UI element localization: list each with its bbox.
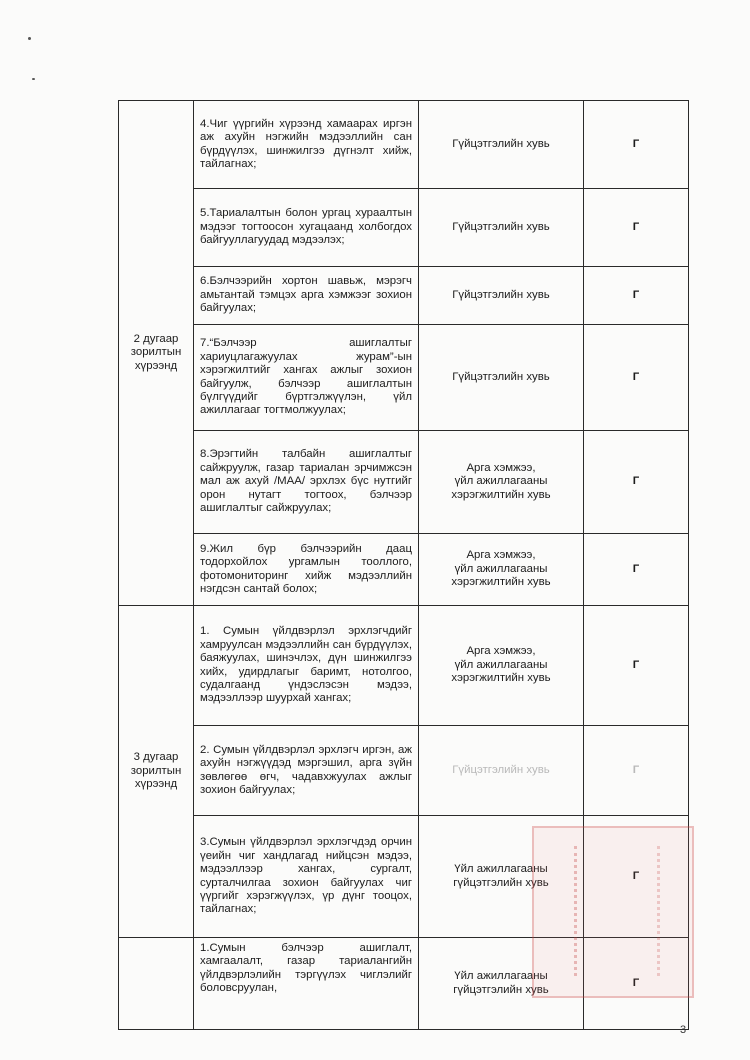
mark-cell: Г [584,816,689,938]
task-cell: 8.Эрэгтийн талбайн ашиглалтыг сайжруулж, газар тариалан эрчимжсэн мал аж ахуй /МАА/ эрхлэх бүс нутгийг орон нутагт тогтоох, бэлчээр ашиглалтыг сайжруулах; [194,431,419,534]
mark-cell: Г [584,325,689,431]
mark-cell: Г [584,431,689,534]
responsible-cell: Гүйцэтгэлийн хувь [419,101,584,189]
task-cell: 5.Тариалалтын болон ургац хураалтын мэдээг тогтоосон хугацаанд холбогдох байгууллагуудад мэдээлэх; [194,189,419,267]
table-row [119,189,689,267]
scan-speck [32,78,35,80]
goal-cell: 3 дугаар зорилтын хүрээнд [119,606,194,938]
plan-table [118,100,689,1030]
responsible-cell: Арга хэмжээ, үйл ажиллагааны хэрэгжилтийн хувь [419,431,584,534]
task-cell: 3.Сумын үйлдвэрлэл эрхлэгчдэд орчин үеийн чиг хандлагад нийцсэн мэдээ, мэдээллээр хангах, сургалт, сурталчилгаа зохион байгуулах чиг үүргийг хэрэгжүүлэх, үр дүнг тооцох, тайлагнах; [194,816,419,938]
responsible-cell: Үйл ажиллагааны гүйцэтгэлийн хувь [419,938,584,1030]
table-row [119,534,689,606]
table-row [119,938,689,1030]
task-cell: 4.Чиг үүргийн хүрээнд хамаарах иргэн аж ахуйн нэгжийн мэдээллийн сан бүрдүүлэх, шинжилгээ дүгнэлт хийж, тайлагнах; [194,101,419,189]
mark-cell: Г [584,938,689,1030]
table-row [119,606,689,726]
mark-cell: Г [584,267,689,325]
task-cell: 1.Сумын бэлчээр ашиглалт, хамгаалалт, газар тариалангийн үйлдвэрлэлийн тэргүүлэх чиглэлийг боловсруулан, [194,938,419,1030]
table-row [119,101,689,189]
task-cell: 6.Бэлчээрийн хортон шавьж, мэрэгч амьтантай тэмцэх арга хэмжээг зохион байгуулах; [194,267,419,325]
task-cell: 9.Жил бүр бэлчээрийн даац тодорхойлох ургамлын тооллого, фотомониторинг хийж мэдээллийн нэгдсэн сантай болох; [194,534,419,606]
responsible-cell: Гүйцэтгэлийн хувь [419,189,584,267]
goal-cell: 2 дугаар зорилтын хүрээнд [119,101,194,606]
responsible-cell: Гүйцэтгэлийн хувь [419,726,584,816]
responsible-cell: Үйл ажиллагааны гүйцэтгэлийн хувь [419,816,584,938]
scan-speck [28,37,31,40]
responsible-cell: Гүйцэтгэлийн хувь [419,267,584,325]
table-row [119,816,689,938]
table-row [119,325,689,431]
mark-cell: Г [584,101,689,189]
task-cell: 2. Сумын үйлдвэрлэл эрхлэгч иргэн, аж ахуйн нэгжүүдэд мэргэшил, арга зүйн зөвлөгөө өгч, чадавхжуулах ажлыг зохион байгуулах; [194,726,419,816]
task-cell: 1. Сумын үйлдвэрлэл эрхлэгчдийг хамруулсан мэдээллийн сан бүрдүүлэх, баяжуулах, шинэчлэх, дүн шинжилгээ хийх, удирдлагыг баримт, нотолгоо, судалгаанд үндэслэсэн мэдээ, мэдээллээр шуурхай хангах; [194,606,419,726]
responsible-cell: Арга хэмжээ, үйл ажиллагааны хэрэгжилтийн хувь [419,606,584,726]
mark-cell: Г [584,189,689,267]
page-number: 3 [680,1024,687,1036]
table-row [119,267,689,325]
table-row [119,726,689,816]
responsible-cell: Гүйцэтгэлийн хувь [419,325,584,431]
table-row [119,431,689,534]
mark-cell: Г [584,726,689,816]
mark-cell: Г [584,606,689,726]
goal-cell [119,938,194,1030]
mark-cell: Г [584,534,689,606]
task-cell: 7.“Бэлчээр ашиглалтыг хариуцлагажуулах журам”-ын хэрэгжилтийг хангах ажлыг зохион байгуулж, бэлчээр ашиглалтын бүлгүүдийг бүртгэлжүүлэн, үйл ажиллагааг тогтмолжуулах; [194,325,419,431]
responsible-cell: Арга хэмжээ, үйл ажиллагааны хэрэгжилтийн хувь [419,534,584,606]
